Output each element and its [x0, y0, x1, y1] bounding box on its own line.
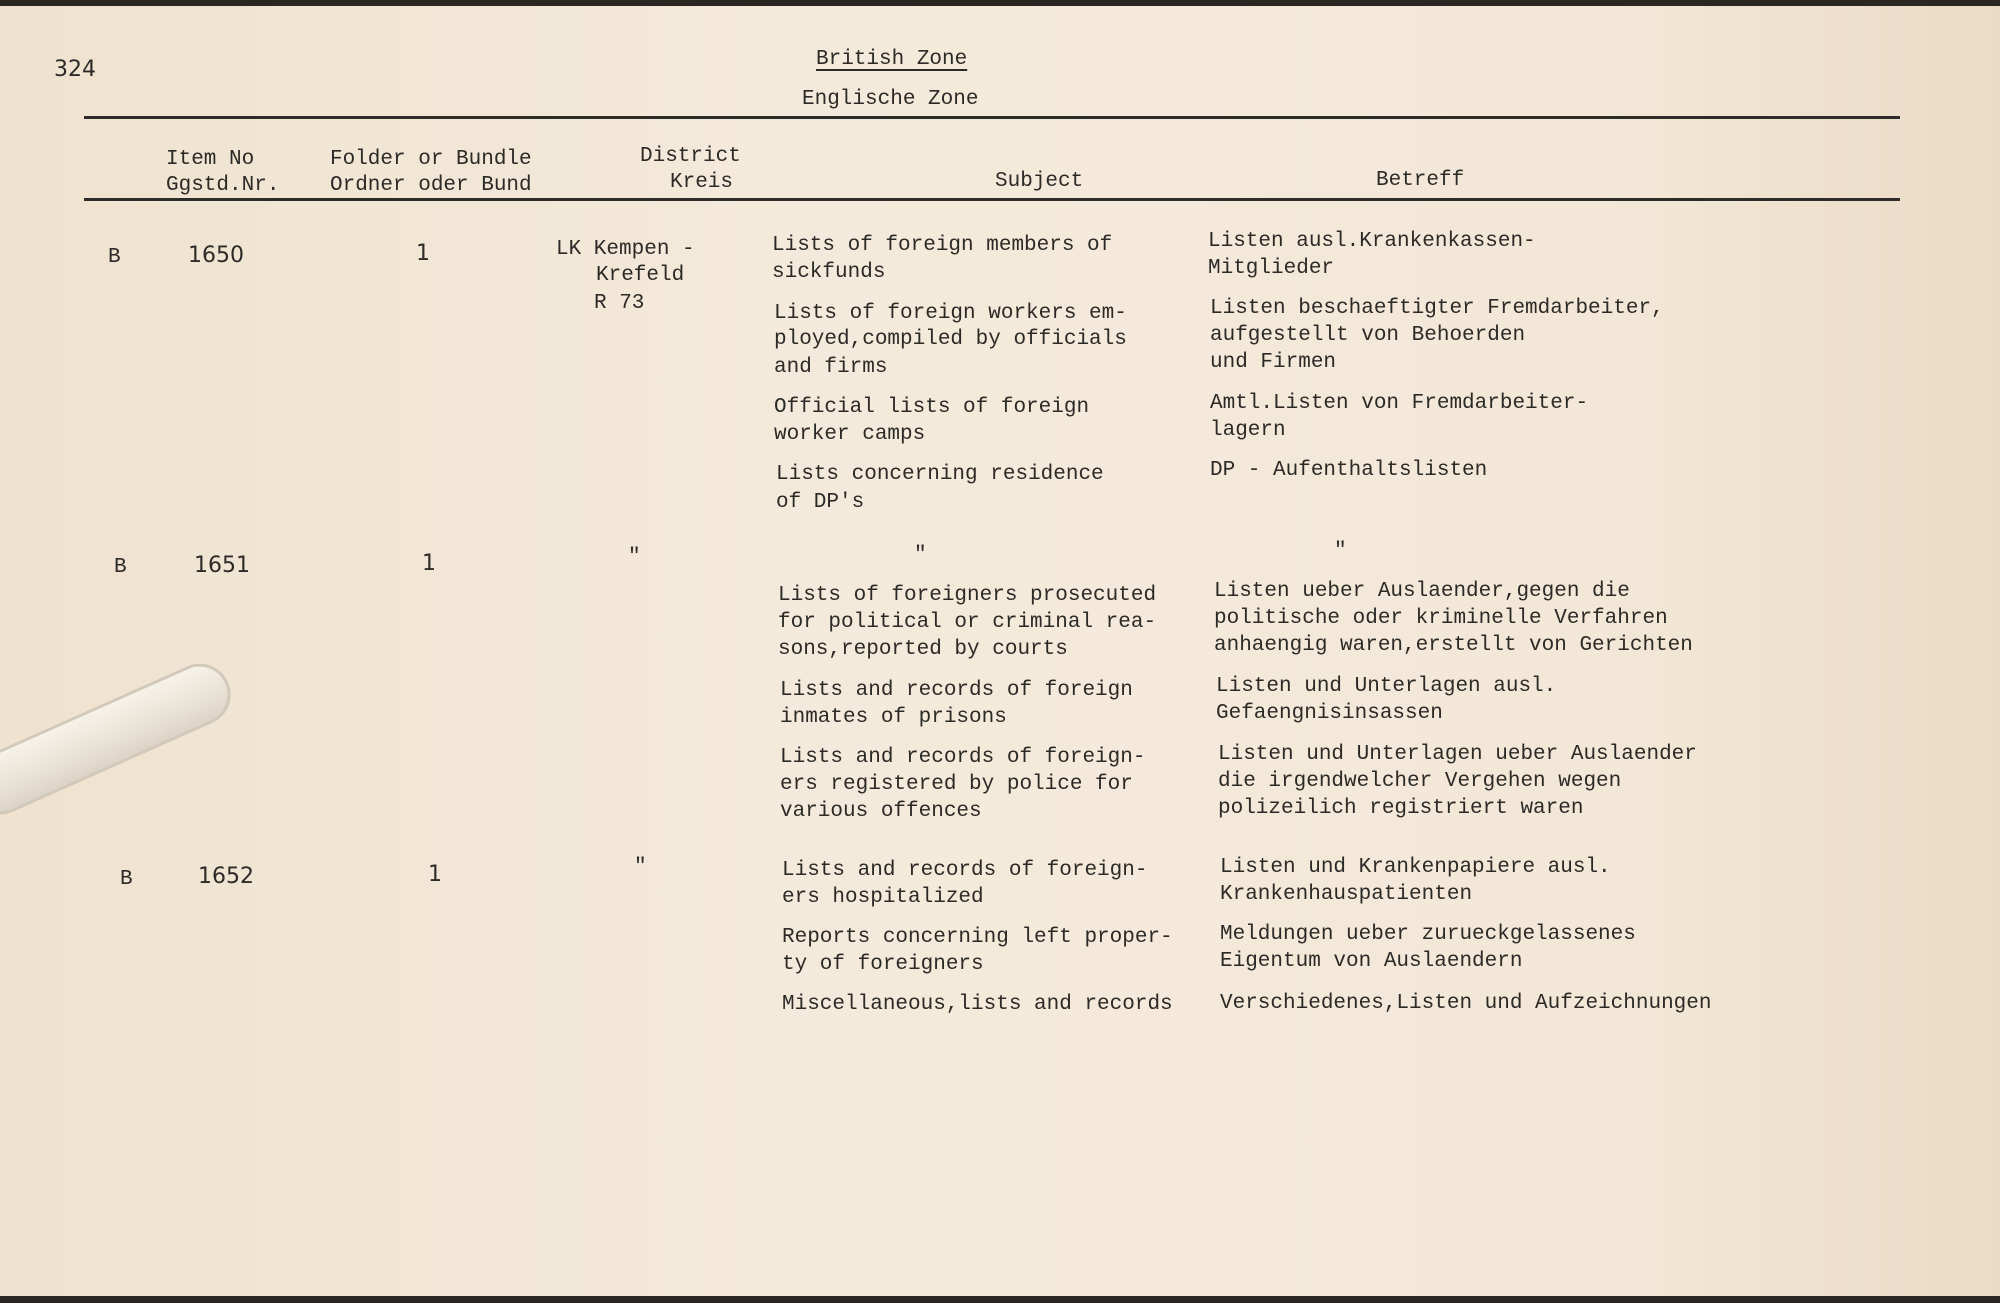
subject-en-line: of DP's [776, 491, 865, 514]
entry-item-no: 1652 [198, 864, 254, 889]
page-subtitle: Englische Zone [802, 88, 979, 111]
entry-item-no: 1651 [194, 553, 250, 578]
subject-en-line: ers hospitalized [782, 886, 984, 909]
subject-de-line: die irgendwelcher Vergehen wegen [1218, 770, 1622, 793]
subject-en-line: worker camps [774, 423, 926, 446]
subject-de-line: Mitglieder [1208, 257, 1335, 280]
entry-folder: 1 [422, 551, 436, 576]
subject-en-line: Lists concerning residence [776, 463, 1104, 486]
subject-en-line: Lists and records of foreign- [782, 859, 1148, 882]
subject-de-line: Amtl.Listen von Fremdarbeiter- [1210, 392, 1589, 415]
col-header-subject: Subject [995, 170, 1084, 193]
entry-district-line: R 73 [594, 292, 645, 315]
subject-en-line: Lists of foreign workers em- [774, 302, 1127, 325]
subject-en-line: various offences [780, 800, 982, 823]
subject-en-line: ers registered by police for [780, 773, 1133, 796]
page-title: British Zone [816, 48, 968, 71]
subject-de-line: DP - Aufenthaltslisten [1210, 459, 1488, 482]
subject-en-line: inmates of prisons [780, 706, 1007, 729]
subject-en-line: for political or criminal rea- [778, 611, 1157, 634]
subject-en-line: Lists and records of foreign [780, 679, 1133, 702]
subject-ditto-mark: " [914, 544, 927, 567]
entry-folder: 1 [428, 862, 442, 887]
subject-de-line: Verschiedenes,Listen und Aufzeichnungen [1220, 992, 1712, 1015]
col-header-betreff: Betreff [1376, 169, 1465, 192]
subject-de-line: Listen und Krankenpapiere ausl. [1220, 856, 1611, 879]
subject-en-line: Reports concerning left proper- [782, 926, 1173, 949]
subject-de-line: Listen ausl.Krankenkassen- [1208, 230, 1536, 253]
col-header-item-no-de: Ggstd.Nr. [166, 174, 280, 197]
page-number: 324 [54, 57, 96, 82]
subject-en-line: and firms [774, 356, 888, 379]
subject-de-line: politische oder kriminelle Verfahren [1214, 607, 1668, 630]
subject-de-line: Gefaengnisinsassen [1216, 702, 1443, 725]
entry-item-no: 1650 [188, 243, 244, 268]
header-bottom-rule [84, 198, 1900, 201]
subject-de-line: lagern [1210, 419, 1286, 442]
district-ditto-mark: " [634, 856, 647, 879]
col-header-folder-de: Ordner oder Bund [330, 174, 532, 197]
entry-folder: 1 [416, 241, 430, 266]
header-top-rule [84, 116, 1900, 119]
col-header-district-en: District [640, 145, 741, 168]
subject-en-line: Lists of foreigners prosecuted [778, 584, 1157, 607]
col-header-folder-en: Folder or Bundle [330, 148, 532, 171]
subject-en-line: sons,reported by courts [778, 638, 1068, 661]
subject-de-line: und Firmen [1210, 351, 1337, 374]
col-header-item-no-en: Item No [166, 148, 255, 171]
document-page [0, 6, 2000, 1296]
subject-de-line: Listen ueber Auslaender,gegen die [1214, 580, 1630, 603]
entry-prefix: B [108, 246, 121, 269]
subject-de-line: anhaengig waren,erstellt von Gerichten [1214, 634, 1693, 657]
subject-de-line: Meldungen ueber zurueckgelassenes [1220, 923, 1636, 946]
betreff-ditto-mark: " [1334, 540, 1347, 563]
district-ditto-mark: " [628, 546, 641, 569]
entry-prefix: B [114, 556, 127, 579]
subject-de-line: Krankenhauspatienten [1220, 883, 1473, 906]
entry-district-line: Krefeld [596, 264, 685, 287]
subject-de-line: Listen und Unterlagen ausl. [1216, 675, 1557, 698]
subject-de-line: Listen beschaeftigter Fremdarbeiter, [1210, 297, 1664, 320]
subject-en-line: Miscellaneous,lists and records [782, 993, 1173, 1016]
subject-de-line: aufgestellt von Behoerden [1210, 324, 1526, 347]
subject-en-line: ployed,compiled by officials [774, 328, 1127, 351]
light-glare [0, 654, 241, 825]
subject-en-line: Lists of foreign members of [772, 234, 1113, 257]
subject-en-line: sickfunds [772, 261, 886, 284]
entry-prefix: B [120, 868, 133, 891]
subject-en-line: Official lists of foreign [774, 396, 1090, 419]
subject-de-line: Eigentum von Auslaendern [1220, 950, 1523, 973]
subject-en-line: ty of foreigners [782, 953, 984, 976]
entry-district-line: LK Kempen - [556, 238, 695, 261]
subject-de-line: Listen und Unterlagen ueber Auslaender [1218, 743, 1697, 766]
col-header-district-de: Kreis [670, 171, 734, 194]
subject-en-line: Lists and records of foreign- [780, 746, 1146, 769]
subject-de-line: polizeilich registriert waren [1218, 797, 1584, 820]
